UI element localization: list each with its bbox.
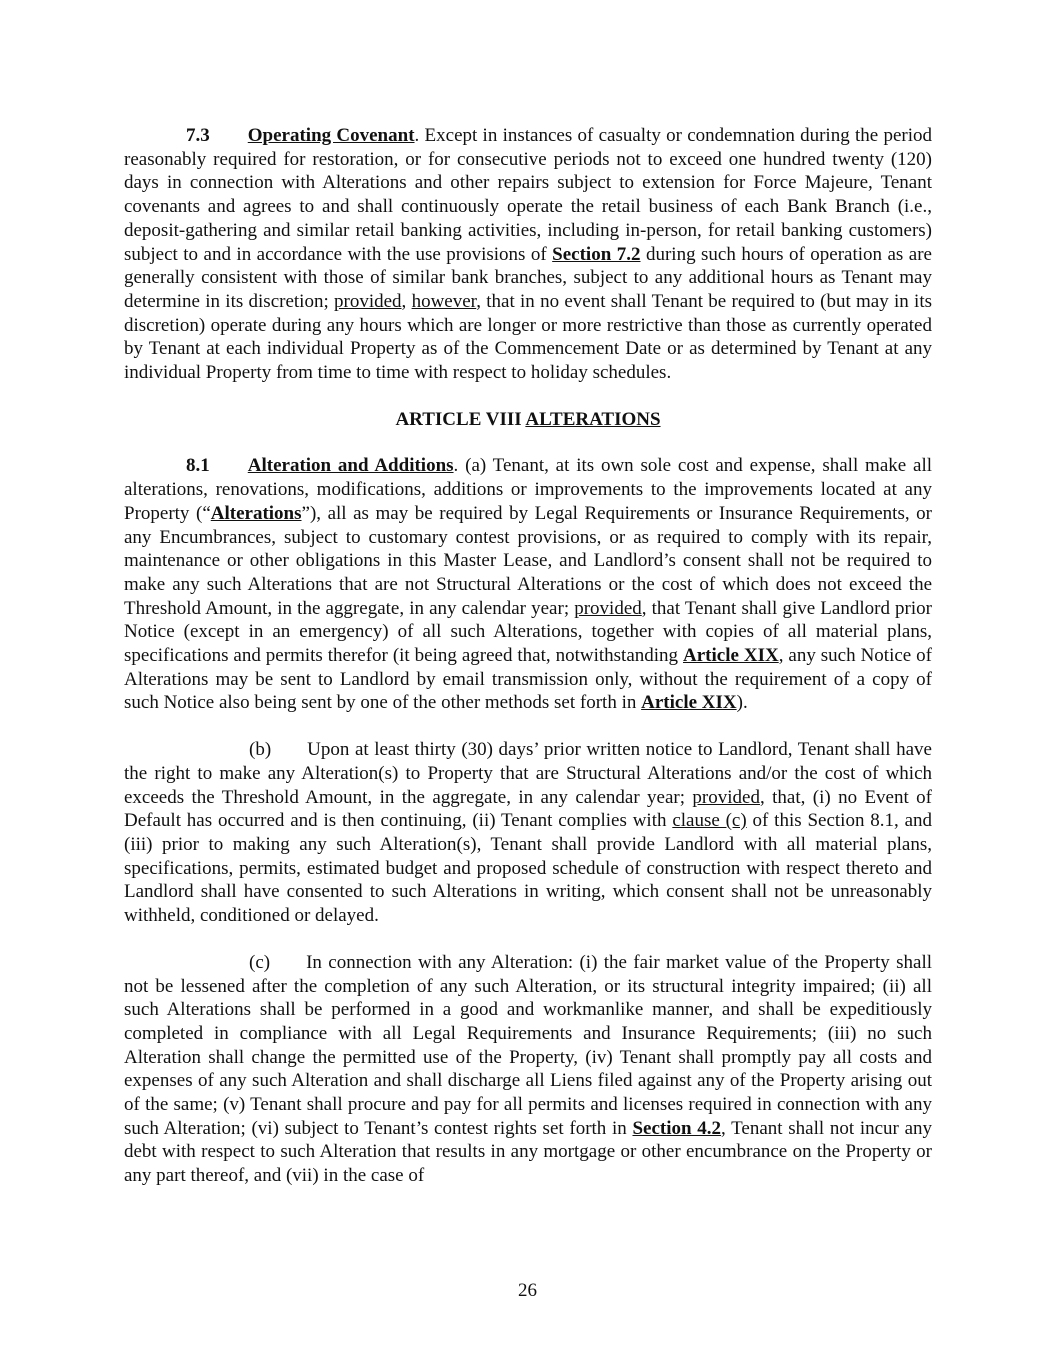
article-xix-reference: Article XIX	[683, 645, 779, 667]
section-7-3-paragraph	[124, 124, 932, 385]
section-8-1-text: , that Tenant shall give Landlord prior Notice (except in an emergency) of all such Alterations, together with copies of all material plans, specifications and permits therefor (it being agreed that, notwithstanding	[124, 597, 932, 667]
provided-term: provided	[692, 786, 760, 808]
subsection-b-paragraph	[124, 738, 932, 928]
section-7-3-number: 7.3	[186, 125, 210, 146]
section-8-1-text: . (a) Tenant, at its own sole cost and expense, shall make all alterations, renovations, modifications, additions or improvements to the improvements located at any Property (“	[124, 455, 932, 524]
section-7-3-text: ,	[401, 290, 412, 312]
article-title: ALTERATIONS	[525, 408, 661, 430]
section-7-3-title: Operating Covenant	[247, 125, 415, 146]
section-8-1-text: , any such Notice of Alterations may be sent to Landlord by email transmission only, without the requirement of a copy of such Notice also being sent by one of the other methods set forth in	[124, 645, 932, 714]
section-8-1-paragraph	[124, 454, 932, 715]
section-8-1-number: 8.1	[186, 455, 210, 477]
section-8-1-text: ”), all as may be required by Legal Requirements or Insurance Requirements, or any Encumbrances, subject to customary contest provisions, or as required to comply with its repair, maintenance or other obligations in this Master Lease, and Landlord’s consent shall not be required to make any such Alterations that are not Structural Alterations or the cost of which does not exceed the Threshold Amount, in the aggregate, in any calendar year;	[124, 502, 932, 619]
provided-term: provided	[574, 597, 642, 619]
article-heading	[124, 408, 932, 432]
subsection-b-label: (b)	[249, 739, 272, 761]
section-4-2-reference: Section 4.2	[632, 1117, 722, 1139]
subsection-b-text: , that, (i) no Event of Default has occurred and is then continuing, (ii) Tenant complies with	[124, 786, 932, 832]
clause-c-reference: clause (c)	[672, 810, 747, 832]
document-page	[124, 124, 932, 1188]
article-number: ARTICLE VIII	[395, 408, 526, 430]
however-term: however	[411, 290, 477, 312]
subsection-b-text: Upon at least thirty (30) days’ prior written notice to Landlord, Tenant shall have the right to make any Alteration(s) to Property that are Structural Alterations and/or the cost of which exceeds the Threshold Amount, in the aggregate, in any calendar year;	[124, 739, 932, 808]
alterations-defined-term: Alterations	[210, 502, 302, 524]
subsection-b-text: of this Section 8.1, and (iii) prior to making any such Alteration(s), Tenant shall provide Landlord with all material plans, specifications, permits, estimated budget and proposed schedule of construction with respect thereto and Landlord shall have consented to such Alterations in writing, which consent shall not be unreasonably withheld, conditioned or delayed.	[124, 810, 933, 927]
subsection-c-paragraph	[124, 951, 932, 1188]
section-7-3-text: . Except in instances of casualty or condemnation during the period reasonably required for restoration, or for consecutive periods not to exceed one hundred twenty (120) days in connection with Alterations and other repairs subject to extension for Force Majeure, Tenant covenants and agrees to and shall continuously operate the retail business of each Bank Branch (i.e., deposit-gathering and similar retail banking activities, including in-person, for retail banking customers) subject to and in accordance with the use provisions of	[124, 125, 932, 265]
section-7-2-reference: Section 7.2	[552, 243, 641, 265]
section-8-1-title: Alteration and Additions	[247, 455, 454, 477]
subsection-c-text: In connection with any Alteration: (i) the fair market value of the Property shall not be lessened after the completion of any such Alteration, or its structural integrity impaired; (ii) all such Alterations shall be performed in a good and workmanlike manner, and shall be expeditiously completed in compliance with all Legal Requirements and Insurance Requirements; (iii) no such Alteration shall change the permitted use of the Property, (iv) Tenant shall promptly pay all costs and expenses of any such Alteration and shall discharge all Liens filed against any of the Property arising out of the same; (v) Tenant shall procure and pay for all permits and licenses required in connection with any such Alteration; (vi) subject to Tenant’s contest rights set forth in	[124, 951, 932, 1139]
page-number: 26	[518, 1280, 537, 1301]
section-7-3-text: , that in no event shall Tenant be required to (but may in its discretion) operate during any hours which are longer or more restrictive than those as currently operated by Tenant at each individual Property as of the Commencement Date or as determined by Tenant at any individual Property from time to time with respect to holiday schedules.	[124, 290, 932, 384]
provided-term: provided	[334, 290, 402, 312]
subsection-c-label: (c)	[249, 951, 271, 973]
subsection-c-text: , Tenant shall not incur any debt with respect to such Alteration that results in any mortgage or other encumbrance on the Property or any part thereof, and (vii) in the case of	[124, 1117, 933, 1187]
section-7-3-text: during such hours of operation as are generally consistent with those of similar bank branches, subject to any additional hours as Tenant may determine in its discretion;	[124, 243, 932, 312]
section-8-1-text: ).	[736, 692, 748, 714]
article-xix-reference: Article XIX	[641, 692, 737, 714]
